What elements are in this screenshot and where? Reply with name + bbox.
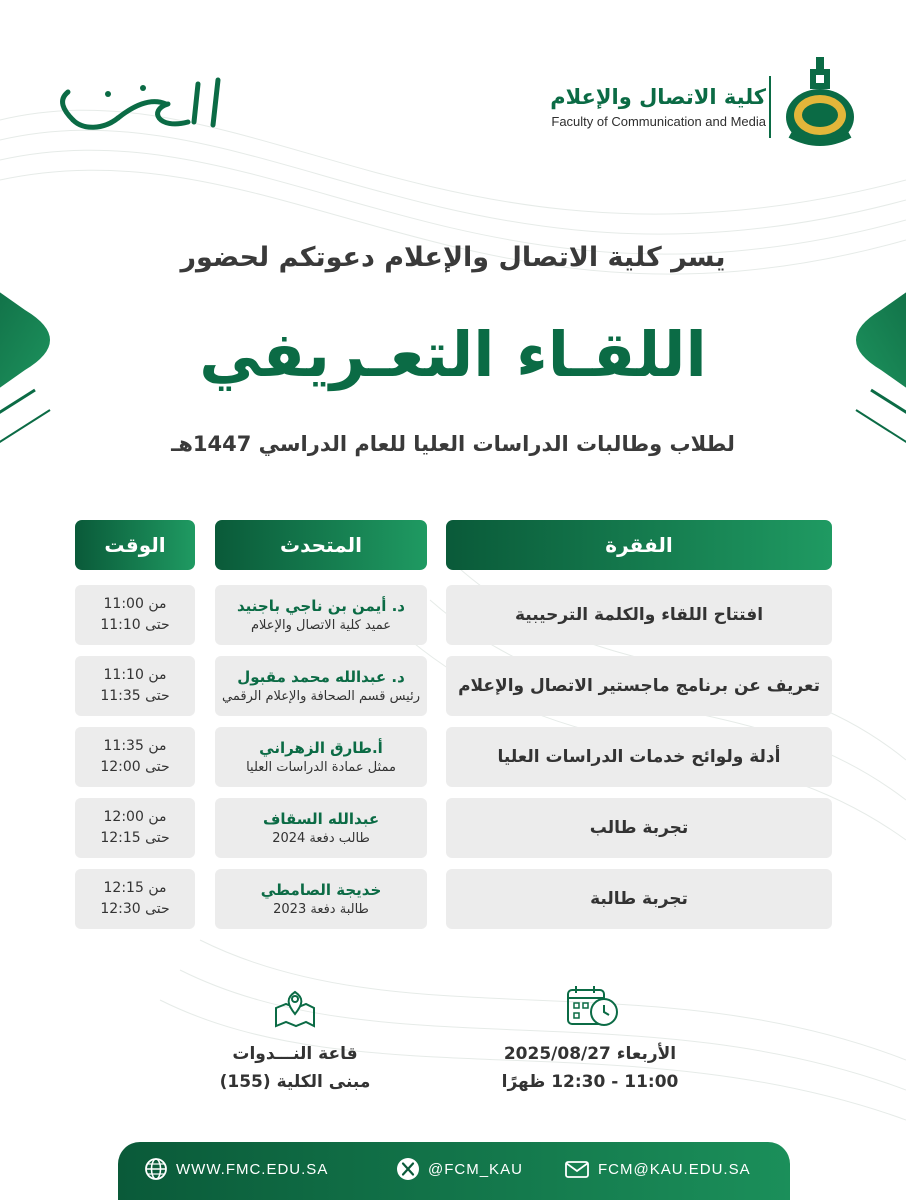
time-from: من 11:35	[103, 738, 167, 754]
venue-info	[190, 1040, 400, 1096]
event-date: الأربعاء 2025/08/27	[503, 1044, 677, 1064]
speaker-name: خديجة الصامطي	[260, 880, 382, 899]
website-text: WWW.FMC.EDU.SA	[176, 1160, 329, 1178]
speaker-role: طالبة دفعة 2023	[273, 901, 369, 917]
x-handle-text: @FCM_KAU	[428, 1160, 523, 1178]
row-speaker	[215, 585, 427, 645]
speaker-role: رئيس قسم الصحافة والإعلام الرقمي	[222, 688, 420, 704]
email-text: FCM@KAU.EDU.SA	[598, 1160, 751, 1178]
row-item: تجربة طالب	[446, 798, 832, 858]
row-item: تعريف عن برنامج ماجستير الاتصال والإعلام	[446, 656, 832, 716]
row-item: تجربة طالبة	[446, 869, 832, 929]
row-speaker	[215, 656, 427, 716]
globe-icon	[144, 1157, 168, 1181]
invitation-line: يسر كلية الاتصال والإعلام دعوتكم لحضور	[180, 242, 726, 273]
speaker-name: عبدالله السقاف	[262, 809, 380, 828]
speaker-role: ممثل عمادة الدراسات العليا	[246, 759, 396, 775]
x-logo-icon	[396, 1157, 420, 1181]
brand-calligraphy-logo	[48, 70, 233, 140]
contact-footer	[118, 1142, 790, 1200]
time-to: حتى 12:00	[100, 759, 170, 775]
row-time	[75, 869, 195, 929]
event-title: اللقـاء التعـريفي	[199, 318, 707, 391]
envelope-icon	[564, 1157, 590, 1181]
faculty-name-en: Faculty of Communication and Media	[551, 114, 766, 129]
time-from: من 11:10	[103, 667, 167, 683]
row-time	[75, 798, 195, 858]
speaker-name: د. عبدالله محمد مقبول	[237, 667, 405, 686]
time-from: من 11:00	[103, 596, 167, 612]
speaker-role: عميد كلية الاتصال والإعلام	[251, 617, 391, 633]
event-time: 11:00 - 12:30 ظهرًا	[501, 1072, 679, 1092]
venue-name: قاعة النـــدوات	[232, 1044, 358, 1064]
university-seal-logo	[780, 55, 860, 150]
faculty-block	[550, 84, 766, 129]
x-account-link[interactable]	[396, 1157, 523, 1181]
speaker-name: د. أيمن بن ناجي باجنيد	[237, 596, 405, 615]
time-to: حتى 11:10	[100, 617, 170, 633]
row-item: افتتاح اللقاء والكلمة الترحيبية	[446, 585, 832, 645]
time-from: من 12:15	[103, 880, 167, 896]
header-speaker: المتحدث	[215, 520, 427, 570]
speaker-role: طالب دفعة 2024	[272, 830, 370, 846]
row-item: أدلة ولوائح خدمات الدراسات العليا	[446, 727, 832, 787]
row-time	[75, 656, 195, 716]
speaker-name: أ.طارق الزهراني	[259, 738, 383, 757]
row-speaker	[215, 798, 427, 858]
location-map-icon	[272, 986, 318, 1028]
row-time	[75, 585, 195, 645]
row-speaker	[215, 869, 427, 929]
event-subtitle: لطلاب وطالبات الدراسات العليا للعام الدراسي 1447هـ	[171, 432, 735, 456]
date-info	[480, 1040, 700, 1096]
time-to: حتى 12:30	[100, 901, 170, 917]
website-link[interactable]	[144, 1157, 328, 1181]
header-divider	[769, 76, 771, 138]
header-item: الفقرة	[446, 520, 832, 570]
time-from: من 12:00	[103, 809, 167, 825]
row-speaker	[215, 727, 427, 787]
faculty-name-ar: كلية الاتصال والإعلام	[550, 85, 766, 109]
calendar-clock-icon	[566, 984, 620, 1028]
header-time: الوقت	[75, 520, 195, 570]
time-to: حتى 12:15	[100, 830, 170, 846]
email-link[interactable]	[564, 1157, 751, 1181]
row-time	[75, 727, 195, 787]
venue-building: مبنى الكلية (155)	[219, 1072, 371, 1092]
time-to: حتى 11:35	[100, 688, 170, 704]
